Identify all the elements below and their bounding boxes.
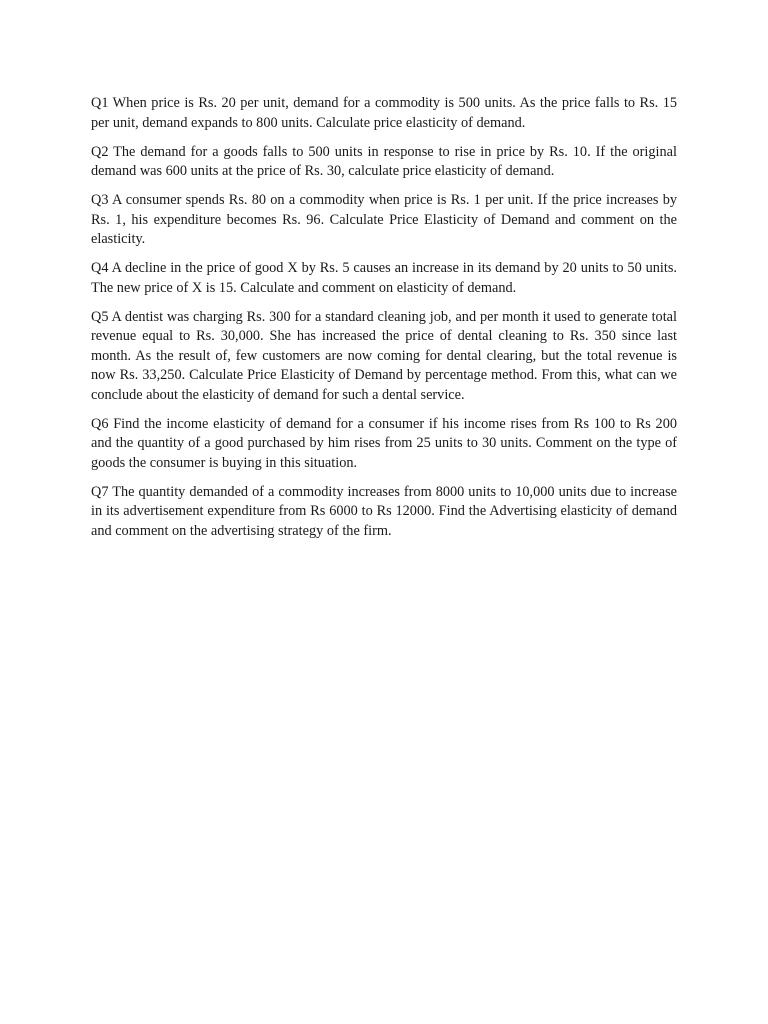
question-list [91,94,677,551]
question-2: Q2 The demand for a goods falls to 500 units in response to rise in price by Rs. 10. If the original demand was 600 units at the price of Rs. 30, calculate price elasticity of demand. [91,143,677,179]
question-3: Q3 A consumer spends Rs. 80 on a commodity when price is Rs. 1 per unit. If the price increases by Rs. 1, his expenditure becomes Rs. 96. Calculate Price Elasticity of Demand and comment on the elasticity. [91,192,677,247]
question-1: Q1 When price is Rs. 20 per unit, demand for a commodity is 500 units. As the price falls to Rs. 15 per unit, demand expands to 800 units. Calculate price elasticity of demand. [91,95,677,131]
question-4: Q4 A decline in the price of good X by Rs. 5 causes an increase in its demand by 20 units to 50 units. The new price of X is 15. Calculate and comment on elasticity of demand. [91,260,677,296]
question-7: Q7 The quantity demanded of a commodity increases from 8000 units to 10,000 units due to increase in its advertisement expenditure from Rs 6000 to Rs 12000. Find the Advertising elasticity of demand and comment on the advertising strategy of the firm. [91,483,677,539]
question-5: Q5 A dentist was charging Rs. 300 for a standard cleaning job, and per month it used to generate total revenue equal to Rs. 30,000. She has increased the price of dental cleaning to Rs. 350 since last month. As the result of, few customers are now coming for dental clearing, but the total revenue is now Rs. 33,250. Calculate Price Elasticity of Demand by percentage method. From this, what can we conclude about the elasticity of demand for such a dental service. [91,308,677,403]
question-6: Q6 Find the income elasticity of demand for a consumer if his income rises from Rs 100 to Rs 200 and the quantity of a good purchased by him rises from 25 units to 30 units. Comment on the type of goods the consumer is buying in this situation. [91,415,677,471]
